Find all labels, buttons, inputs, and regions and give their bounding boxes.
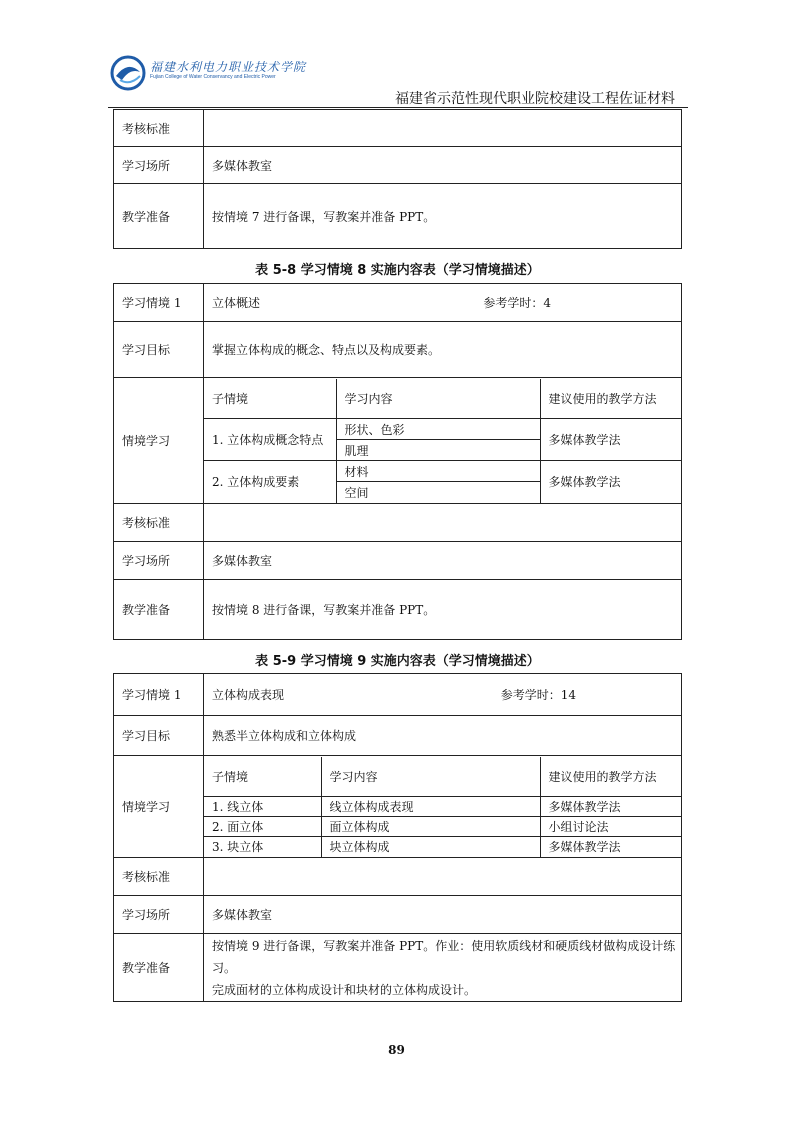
row-value xyxy=(204,110,682,147)
row-label: 考核标准 xyxy=(114,858,204,896)
sub-scenario-cell xyxy=(204,378,682,504)
row-value: 掌握立体构成的概念、特点以及构成要素。 xyxy=(204,322,682,378)
row-label: 学习目标 xyxy=(114,322,204,378)
sub-scenario-name: 1. 立体构成概念特点 xyxy=(204,419,336,461)
table-row xyxy=(114,896,682,934)
topic-name: 立体概述 xyxy=(212,296,261,310)
row-label: 教学准备 xyxy=(114,580,204,640)
table-row xyxy=(114,674,682,716)
row-label: 考核标准 xyxy=(114,110,204,147)
row-value: 多媒体教室 xyxy=(204,896,682,934)
header-divider xyxy=(108,107,688,108)
sub-scenario-table xyxy=(204,757,681,857)
table-row xyxy=(114,542,682,580)
sub-scenario-name: 2. 立体构成要素 xyxy=(204,461,336,503)
row-label: 学习情境 1 xyxy=(114,284,204,322)
row-label: 教学准备 xyxy=(114,184,204,249)
learning-content: 线立体构成表现 xyxy=(321,797,540,817)
table-row xyxy=(114,147,682,184)
table-row xyxy=(204,797,681,817)
row-value: 多媒体教室 xyxy=(204,542,682,580)
table-row xyxy=(204,379,681,419)
prep-line-2: 完成面材的立体构成设计和块材的立体构成设计。 xyxy=(212,982,477,997)
sub-scenario-name: 1. 线立体 xyxy=(204,797,321,817)
teaching-method: 小组讨论法 xyxy=(540,817,681,837)
sub-scenario-name: 3. 块立体 xyxy=(204,837,321,857)
page-number: 89 xyxy=(388,1043,405,1057)
row-label: 情境学习 xyxy=(114,378,204,504)
row-value: 按情境 8 进行备课，写教案并准备 PPT。 xyxy=(204,580,682,640)
prep-line-1: 按情境 9 进行备课，写教案并准备 PPT。作业：使用软质线材和硬质线材做构成设计练习。 xyxy=(212,938,676,975)
table-row xyxy=(114,378,682,504)
reference-hours: 参考学时：14 xyxy=(500,688,576,702)
table-row xyxy=(204,837,681,857)
table-9 xyxy=(113,673,682,1002)
column-header: 子情境 xyxy=(204,757,321,797)
row-value xyxy=(204,284,682,322)
reference-hours: 参考学时：4 xyxy=(483,296,551,310)
teaching-method: 多媒体教学法 xyxy=(540,461,681,503)
table-row xyxy=(114,580,682,640)
row-label: 学习场所 xyxy=(114,542,204,580)
table-9-caption: 表 5-9 学习情境 9 实施内容表（学习情境描述） xyxy=(255,654,540,669)
table-8 xyxy=(113,283,682,640)
column-header: 建议使用的教学方法 xyxy=(540,757,681,797)
row-value xyxy=(204,858,682,896)
learning-content: 面立体构成 xyxy=(321,817,540,837)
row-value xyxy=(204,674,682,716)
learning-content: 材料 xyxy=(336,461,540,482)
table-row xyxy=(114,504,682,542)
teaching-method: 多媒体教学法 xyxy=(540,797,681,817)
topic-name: 立体构成表现 xyxy=(212,688,285,702)
row-value: 多媒体教室 xyxy=(204,147,682,184)
table-row xyxy=(114,934,682,1002)
row-label: 学习目标 xyxy=(114,716,204,756)
row-label: 学习情境 1 xyxy=(114,674,204,716)
table-8-caption: 表 5-8 学习情境 8 实施内容表（学习情境描述） xyxy=(255,263,540,278)
table-row xyxy=(114,322,682,378)
logo-text: 福建水利电力职业技术学院 xyxy=(150,60,307,74)
table-row xyxy=(114,756,682,858)
row-label: 教学准备 xyxy=(114,934,204,1002)
row-value xyxy=(204,934,682,1002)
table-row xyxy=(114,716,682,756)
row-value xyxy=(204,504,682,542)
learning-content: 块立体构成 xyxy=(321,837,540,857)
row-value: 熟悉半立体构成和立体构成 xyxy=(204,716,682,756)
row-label: 考核标准 xyxy=(114,504,204,542)
learning-content: 肌理 xyxy=(336,440,540,461)
page-header-title: 福建省示范性现代职业院校建设工程佐证材料 xyxy=(395,91,675,107)
table-row xyxy=(114,110,682,147)
row-label: 学习场所 xyxy=(114,896,204,934)
teaching-method: 多媒体教学法 xyxy=(540,419,681,461)
learning-content: 形状、色彩 xyxy=(336,419,540,440)
learning-content: 空间 xyxy=(336,482,540,503)
logo-subtitle: Fujian College of Water Conservancy and Electric Power xyxy=(150,74,276,80)
row-label: 学习场所 xyxy=(114,147,204,184)
teaching-method: 多媒体教学法 xyxy=(540,837,681,857)
table-row xyxy=(204,817,681,837)
table-row xyxy=(204,757,681,797)
column-header: 学习内容 xyxy=(336,379,540,419)
sub-scenario-name: 2. 面立体 xyxy=(204,817,321,837)
row-label: 情境学习 xyxy=(114,756,204,858)
table-row xyxy=(204,461,681,482)
table-7-continuation xyxy=(113,109,682,249)
sub-scenario-table xyxy=(204,379,681,503)
row-value: 按情境 7 进行备课，写教案并准备 PPT。 xyxy=(204,184,682,249)
column-header: 学习内容 xyxy=(321,757,540,797)
table-row xyxy=(114,858,682,896)
column-header: 建议使用的教学方法 xyxy=(540,379,681,419)
table-row xyxy=(114,184,682,249)
table-row xyxy=(204,419,681,440)
table-row xyxy=(114,284,682,322)
sub-scenario-cell xyxy=(204,756,682,858)
column-header: 子情境 xyxy=(204,379,336,419)
